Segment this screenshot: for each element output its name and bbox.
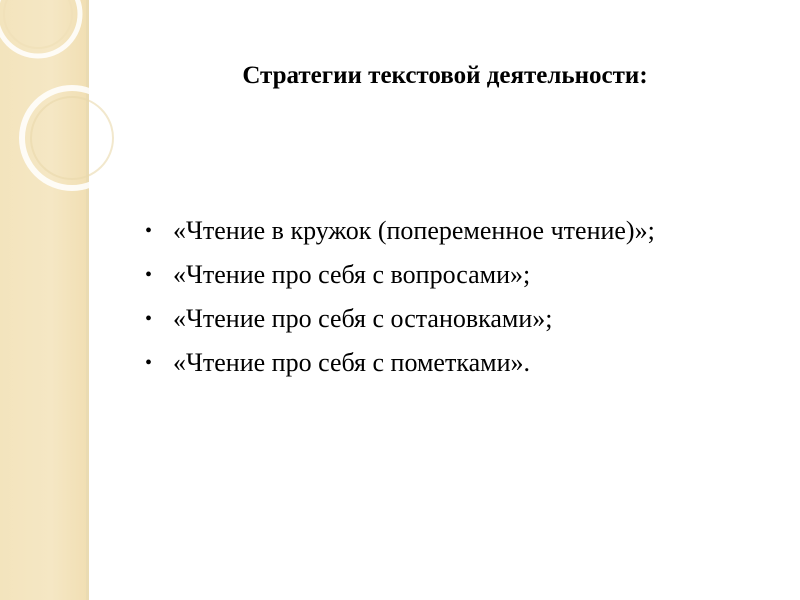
bullet-list xyxy=(143,213,763,389)
bullet-icon: • xyxy=(145,264,153,286)
bullet-icon: • xyxy=(145,220,153,242)
list-item-text: «Чтение про себя с вопросами»; xyxy=(173,260,531,289)
bullet-icon: • xyxy=(145,352,153,374)
list-item xyxy=(143,213,763,249)
list-item-text: «Чтение про себя с пометками». xyxy=(173,348,530,377)
list-item xyxy=(143,301,763,337)
list-item xyxy=(143,257,763,293)
decorative-rings-icon xyxy=(0,0,200,220)
slide-title: Стратегии текстовой деятельности: xyxy=(242,62,648,89)
list-item-text: «Чтение в кружок (попеременное чтение)»; xyxy=(173,216,655,245)
list-item-text: «Чтение про себя с остановками»; xyxy=(173,304,553,333)
bullet-icon: • xyxy=(145,308,153,330)
list-item xyxy=(143,345,763,381)
